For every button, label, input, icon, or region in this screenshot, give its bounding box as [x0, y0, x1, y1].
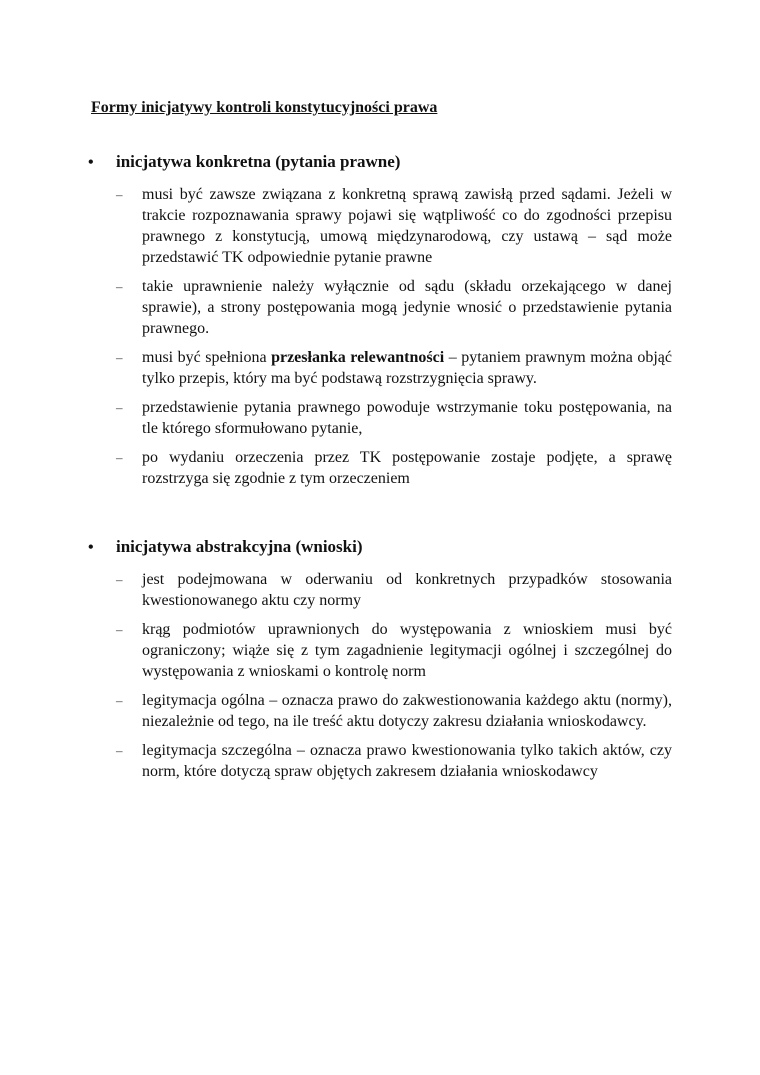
section-heading	[88, 537, 672, 557]
item-text: po wydaniu orzeczenia przez TK postępowanie zostaje podjęte, a sprawę rozstrzyga się zgodnie z tym orzeczeniem	[142, 449, 672, 487]
item-text: jest podejmowana w oderwaniu od konkretnych przypadków stosowania kwestionowanego aktu czy normy	[142, 571, 672, 609]
item-text: przedstawienie pytania prawnego powoduje wstrzymanie toku postępowania, na tle którego sformułowano pytanie,	[142, 399, 672, 437]
dash-icon: –	[116, 400, 123, 415]
list-item	[88, 447, 672, 489]
dash-icon: –	[116, 279, 123, 294]
item-text-before: musi być spełniona	[142, 349, 272, 366]
section-heading-text: inicjatywa konkretna (pytania prawne)	[116, 152, 401, 171]
section-heading	[88, 152, 672, 172]
section-abstract-initiative	[88, 537, 672, 790]
list-item	[88, 740, 672, 782]
list-item	[88, 619, 672, 682]
list-item	[88, 397, 672, 439]
document-title: Formy inicjatywy kontroli konstytucyjności prawa	[91, 99, 438, 116]
item-text: legitymacja ogólna – oznacza prawo do zakwestionowania każdego aktu (normy), niezależnie od tego, na ile treść aktu dotyczy zakresu działania wnioskodawcy.	[142, 692, 672, 730]
list-item	[88, 184, 672, 268]
section-concrete-initiative	[88, 152, 672, 497]
list-item	[88, 276, 672, 339]
dash-icon: –	[116, 743, 123, 758]
dash-icon: –	[116, 572, 123, 587]
item-text	[142, 347, 672, 389]
list-item	[88, 569, 672, 611]
dash-icon: –	[116, 350, 123, 365]
item-text-after: – pytaniem prawnym można objąć tylko przepis, który ma być podstawą rozstrzygnięcia sprawy.	[142, 349, 673, 387]
list-item	[88, 347, 672, 389]
section-heading-text: inicjatywa abstrakcyjna (wnioski)	[116, 537, 363, 556]
dash-icon: –	[116, 187, 123, 202]
item-text: musi być zawsze związana z konkretną sprawą zawisłą przed sądami. Jeżeli w trakcie rozpoznawania sprawy pojawi się wątpliwość co do zgodności przepisu prawnego z konstytucją, umową międzynarodową, czy ustawą – sąd może przedstawić TK odpowiednie pytanie prawne	[142, 186, 672, 266]
dash-icon: –	[116, 693, 123, 708]
bullet-icon: •	[88, 539, 94, 556]
item-text-bold: przesłanka relewantności	[271, 349, 445, 366]
list-item	[88, 690, 672, 732]
item-text: takie uprawnienie należy wyłącznie od sądu (składu orzekającego w danej sprawie), a strony postępowania mogą jedynie wnosić o przedstawienie pytania prawnego.	[142, 278, 672, 337]
item-text: legitymacja szczególna – oznacza prawo kwestionowania tylko takich aktów, czy norm, które dotyczą spraw objętych zakresem działania wnioskodawcy	[142, 742, 672, 780]
item-text: krąg podmiotów uprawnionych do występowania z wnioskiem musi być ograniczony; wiąże się z tym zagadnienie legitymacji ogólnej i szczególnej do występowania z wnioskami o kontrolę norm	[142, 621, 672, 680]
dash-icon: –	[116, 450, 123, 465]
dash-icon: –	[116, 622, 123, 637]
bullet-icon: •	[88, 154, 94, 171]
